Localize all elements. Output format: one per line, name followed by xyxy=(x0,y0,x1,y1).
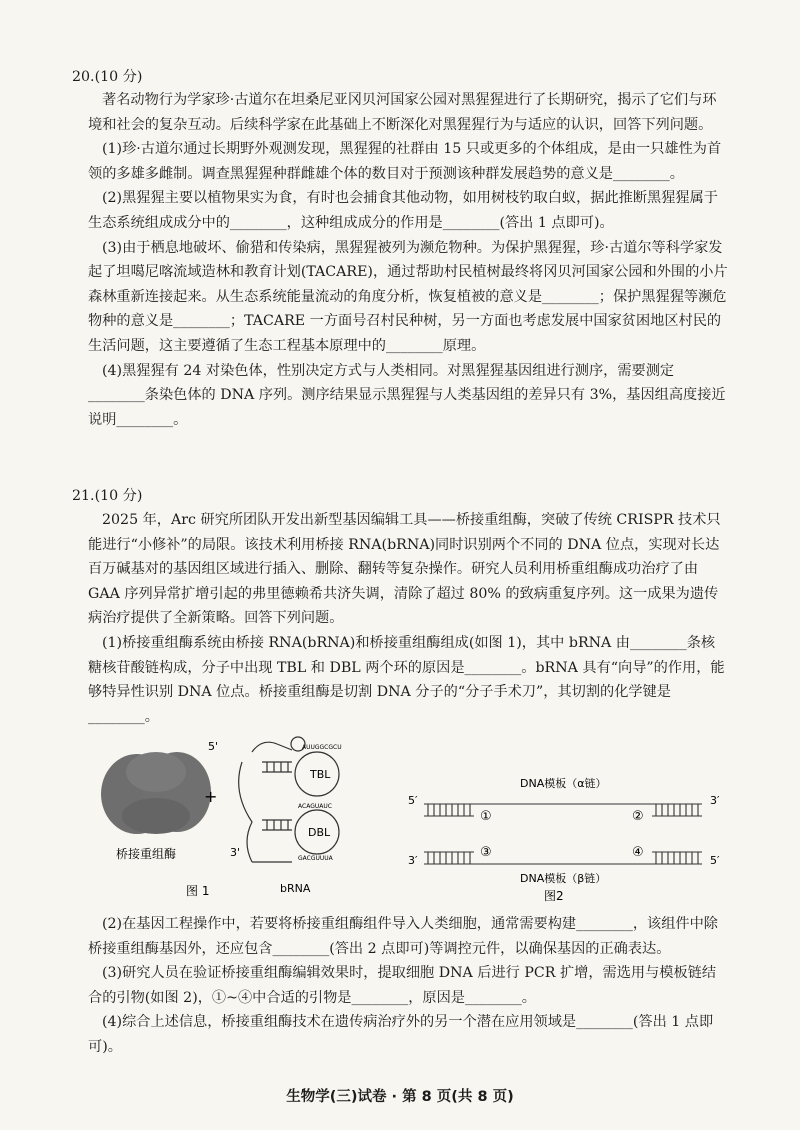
alpha-3prime: 3′ xyxy=(710,794,720,807)
q21-score: (10 分) xyxy=(94,488,143,504)
dna-strands xyxy=(424,804,702,864)
q20-part3: (3)由于栖息地破坏、偷猎和传染病，黑猩猩被列为濒危物种。为保护黑猩猩，珍·古道尔等科学家发起了坦噶尼喀流域造林和教育计划(TACARE)，通过帮助村民植树最终将冈贝河国家公园和外围的小片森林重新连接起来。从生态系统能量流动的角度分析，恢复植被的意义是________；保护黑猩猩等濒危物种的意义是________；TACARE 一方面号召村民种树，另一方面也考虑发展中国家贫困地区村民的生活问题，这主要遵循了生态工程基本原理中的________原理。 xyxy=(88,239,728,354)
q20-part2: (2)黑猩猩主要以植物果实为食，有时也会捕食其他动物，如用树枝钓取白蚁，据此推断黑猩猩属于生态系统组成成分中的________，这种组成成分的作用是________(答出 1 点即可)。 xyxy=(88,190,718,231)
q20-intro: 著名动物行为学家珍·古道尔在坦桑尼亚冈贝河国家公园对黑猩猩进行了长期研究，揭示了它们与环境和社会的复杂互动。后续科学家在此基础上不断深化对黑猩猩行为与适应的认识，回答下列问题。 xyxy=(88,92,717,133)
page-footer: 生物学(三)试卷 · 第 8 页(共 8 页) xyxy=(286,1089,514,1105)
alpha-strand-label: DNA模板（α链） xyxy=(520,777,607,790)
brna-3prime: 3' xyxy=(230,846,241,859)
q20-header xyxy=(72,67,142,87)
q21-body-bottom xyxy=(88,912,728,1060)
tbl-label: TBL xyxy=(310,768,331,781)
enzyme-label: 桥接重组酶 xyxy=(116,847,177,861)
primer-4-label: ④ xyxy=(632,845,644,860)
q21-part1: (1)桥接重组酶系统由桥接 RNA(bRNA)和桥接重组酶组成(如图 1)，其中 bRNA 由________条核糖核苷酸链构成，分子中出现 TBL 和 DBL 两个环的原因是________。bRNA 具有“向导”的作用，能够特异性识别 DNA 位点。桥接重组酶是切割 DNA 分子的“分子手术刀”，其切割的化学键是________。 xyxy=(88,634,725,725)
q21-intro: 2025 年，Arc 研究所团队开发出新型基因编辑工具——桥接重组酶，突破了传统 CRISPR 技术只能进行“小修补”的局限。该技术利用桥接 RNA(bRNA)同时识别两个不同的 DNA 位点，实现对长达百万碱基对的基因组区域进行插入、删除、翻转等复杂操作。研究人员利用桥重组酶成功治疗了由 GAA 序列异常扩增引起的弗里德赖希共济失调，清除了超过 80% 的致病重复序列。这一成果为遗传病治疗提供了全新策略。回答下列问题。 xyxy=(88,512,721,627)
dbl-sequence-2: GACGUUUA xyxy=(298,855,333,862)
figures xyxy=(92,732,732,907)
bridge-recombinase-protein xyxy=(101,752,211,834)
brna-label: bRNA xyxy=(280,882,311,895)
q20-body xyxy=(88,88,728,432)
q20-number: 20. xyxy=(72,69,95,85)
primer-1-label: ① xyxy=(480,809,492,824)
primer-2-label: ② xyxy=(632,809,644,824)
primer-3-label: ③ xyxy=(480,845,492,860)
beta-3prime: 3′ xyxy=(408,854,418,867)
q21-number: 21. xyxy=(72,488,95,504)
q20-part4: (4)黑猩猩有 24 对染色体，性别决定方式与人类相同。对黑猩猩基因组进行测序，需要测定________条染色体的 DNA 序列。测序结果显示黑猩猩与人类基因组的差异只有 3%，基因组高度接近说明________。 xyxy=(88,362,726,428)
q21-part3: (3)研究人员在验证桥接重组酶编辑效果时，提取细胞 DNA 后进行 PCR 扩增，需选用与模板链结合的引物(如图 2)，①~④中合适的引物是________，原因是________。 xyxy=(88,965,717,1006)
tbl-sequence: AUUGGCGCU xyxy=(302,744,342,751)
beta-strand-label: DNA模板（β链） xyxy=(520,872,607,885)
q20-score: (10 分) xyxy=(94,69,143,85)
figure1-caption: 图 1 xyxy=(186,884,210,898)
q21-part4: (4)综合上述信息，桥接重组酶技术在遗传病治疗外的另一个潜在应用领域是________(答出 1 点即可)。 xyxy=(88,1014,714,1055)
beta-5prime: 5′ xyxy=(710,854,720,867)
q20-part1: (1)珍·古道尔通过长期野外观测发现，黑猩猩的社群由 15 只或更多的个体组成，是由一只雄性为首领的多雄多雌制。调查黑猩猩种群雌雄个体的数目对于预测该种群发展趋势的意义是________。 xyxy=(88,141,722,182)
alpha-5prime: 5′ xyxy=(408,794,418,807)
dbl-label: DBL xyxy=(308,826,331,839)
plus-sign: + xyxy=(204,787,218,806)
dbl-sequence-1: ACAGUAUC xyxy=(298,803,332,810)
q21-part2: (2)在基因工程操作中，若要将桥接重组酶组件导入人类细胞，通常需要构建________，该组件中除桥接重组酶基因外，还应包含________(答出 2 点即可)等调控元件，以确保基因的正确表达。 xyxy=(88,916,718,957)
brna-structure xyxy=(239,737,339,862)
figure2-caption: 图2 xyxy=(544,889,564,903)
brna-5prime: 5' xyxy=(208,740,219,753)
q21-body-top xyxy=(88,508,728,729)
q21-header xyxy=(72,486,142,506)
